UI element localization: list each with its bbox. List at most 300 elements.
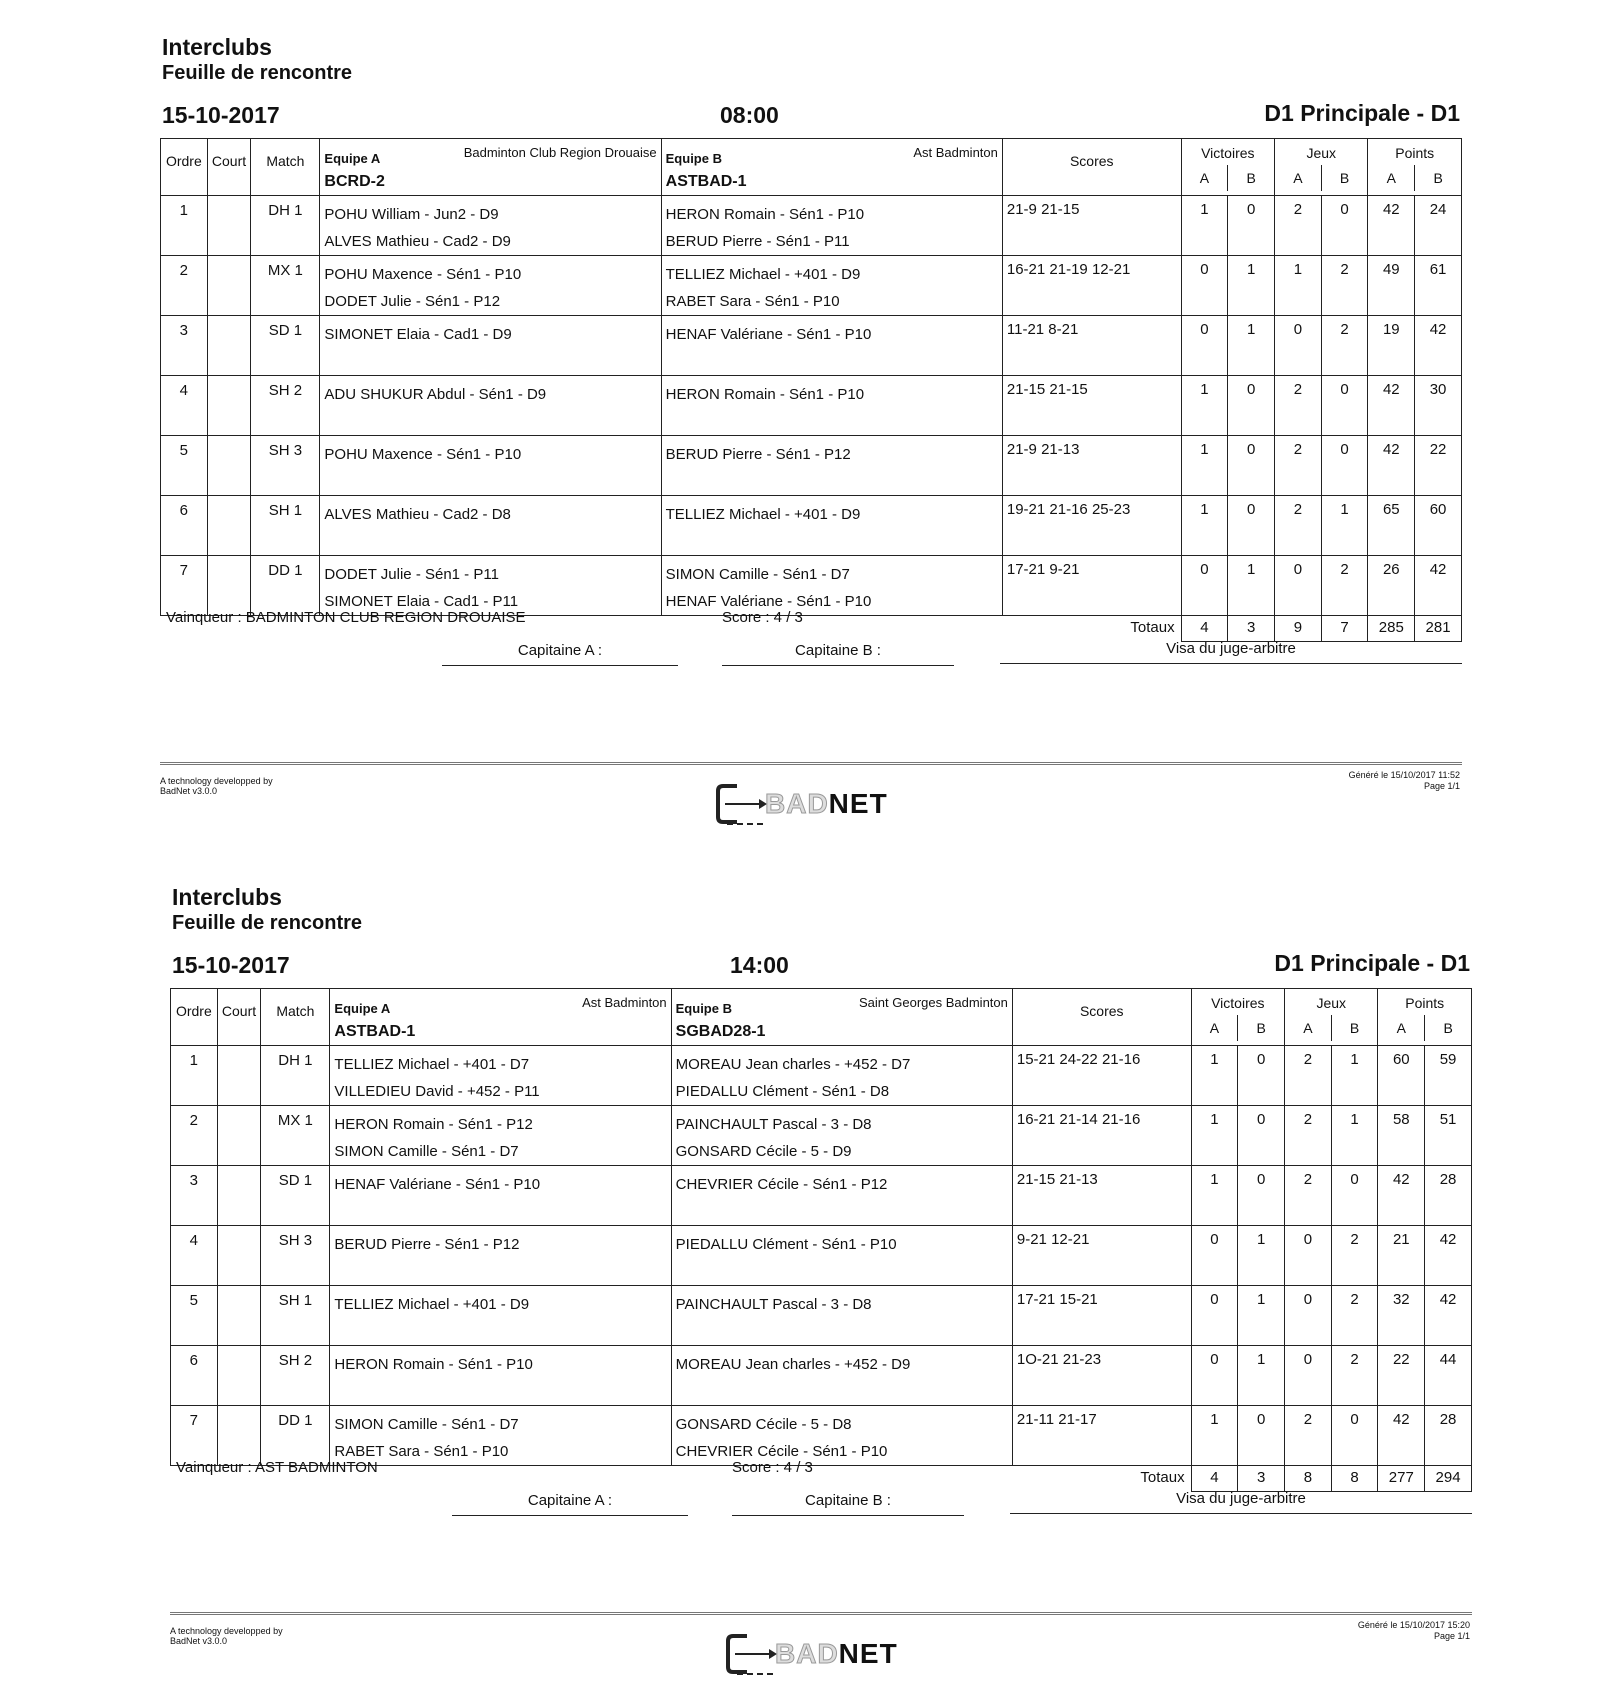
cell-points-b: 61 (1415, 256, 1462, 316)
cell-team-b-players (661, 556, 1002, 616)
cell-victoires-a: 0 (1191, 1286, 1238, 1346)
cell-points-b: 42 (1415, 556, 1462, 616)
cell-scores: 21-9 21-13 (1002, 436, 1181, 496)
cell-court (217, 1166, 261, 1226)
player-b1: PAINCHAULT Pascal - 3 - D8 (675, 1116, 872, 1133)
player-b1: PAINCHAULT Pascal - 3 - D8 (675, 1296, 872, 1313)
cell-court (217, 1346, 261, 1406)
player-a1: BERUD Pierre - Sén1 - P12 (334, 1236, 520, 1253)
cell-team-b-players (661, 196, 1002, 256)
team-a-code: BCRD-2 (324, 173, 385, 190)
header-scores: Scores (1002, 139, 1181, 196)
cell-team-a-players (330, 1286, 671, 1346)
score-text: Score : 4 / 3 (732, 1459, 813, 1476)
header-b: B (1443, 1020, 1453, 1036)
cell-match: SH 1 (261, 1286, 330, 1346)
cell-victoires-b: 0 (1238, 1166, 1285, 1226)
cell-victoires-a: 1 (1191, 1406, 1238, 1466)
team-b-code: SGBAD28-1 (675, 1023, 766, 1040)
player-a1: DODET Julie - Sén1 - P11 (324, 566, 499, 583)
cell-scores: 21-15 21-15 (1002, 376, 1181, 436)
cell-victoires-b: 0 (1228, 436, 1275, 496)
division-label: D1 Principale - D1 (1274, 950, 1470, 976)
cell-jeux-b: 0 (1321, 376, 1368, 436)
header-b: B (1246, 170, 1256, 186)
referee-visa: Visa du juge-arbitre (1010, 1490, 1472, 1514)
header-b: B (1339, 170, 1350, 186)
player-b2: HENAF Valériane - Sén1 - P10 (665, 593, 872, 610)
cell-match: SH 3 (251, 436, 320, 496)
cell-scores: 21-11 21-17 (1012, 1406, 1191, 1466)
header-team-b (661, 139, 1002, 196)
winner-text: Vainqueur : AST BADMINTON (176, 1459, 378, 1476)
table-row (161, 496, 1462, 556)
sheet-title: Interclubs (162, 34, 272, 60)
cell-ordre: 2 (171, 1106, 218, 1166)
footer-divider (160, 762, 1462, 765)
cell-team-b-players (661, 316, 1002, 376)
cell-jeux-b: 2 (1321, 256, 1368, 316)
table-row (161, 376, 1462, 436)
cell-court (217, 1106, 261, 1166)
match-sheet (170, 880, 1470, 1700)
shuttlecock-arrow-icon (715, 782, 767, 826)
generated-date: Généré le 15/10/2017 11:52 (1348, 770, 1460, 780)
winner-text: Vainqueur : BADMINTON CLUB REGION DROUAISE (166, 609, 526, 626)
cell-jeux-b: 1 (1331, 1106, 1378, 1166)
cell-points-b: 59 (1425, 1046, 1472, 1106)
cell-points-a: 26 (1368, 556, 1415, 616)
cell-jeux-a: 0 (1275, 316, 1322, 376)
header-ordre: Ordre (171, 989, 218, 1046)
cell-victoires-b: 1 (1238, 1226, 1285, 1286)
player-a1: ADU SHUKUR Abdul - Sén1 - D9 (324, 386, 547, 403)
cell-court (217, 1046, 261, 1106)
cell-ordre: 2 (161, 256, 208, 316)
logo-text (775, 1638, 898, 1670)
cell-match: SH 2 (261, 1346, 330, 1406)
header-team-a (320, 139, 661, 196)
cell-jeux-a: 2 (1285, 1406, 1332, 1466)
header-match: Match (251, 139, 320, 196)
badnet-logo (715, 782, 915, 826)
cell-jeux-b: 0 (1331, 1406, 1378, 1466)
cell-team-a-players (320, 556, 661, 616)
cell-points-b: 28 (1425, 1166, 1472, 1226)
tech-credit (160, 776, 273, 796)
cell-victoires-b: 1 (1238, 1346, 1285, 1406)
player-a1: ALVES Mathieu - Cad2 - D8 (324, 506, 511, 523)
logo-text-dark: NET (838, 1638, 898, 1669)
cell-match: DH 1 (261, 1046, 330, 1106)
player-b1: MOREAU Jean charles - +452 - D7 (675, 1056, 911, 1073)
header-jeux (1285, 989, 1378, 1046)
cell-jeux-a: 0 (1285, 1286, 1332, 1346)
cell-victoires-a: 1 (1191, 1106, 1238, 1166)
cell-jeux-b: 0 (1321, 196, 1368, 256)
cell-team-a-players (320, 496, 661, 556)
cell-victoires-a: 1 (1181, 496, 1228, 556)
cell-victoires-b: 0 (1238, 1106, 1285, 1166)
team-a-code: ASTBAD-1 (334, 1023, 416, 1040)
header-jeux-label: Jeux (1306, 145, 1337, 161)
cell-team-b-players (671, 1046, 1012, 1106)
cell-victoires-a: 0 (1181, 556, 1228, 616)
cell-victoires-b: 0 (1228, 196, 1275, 256)
match-date: 15-10-2017 (172, 952, 290, 978)
player-b1: TELLIEZ Michael - +401 - D9 (665, 506, 861, 523)
tech-credit (170, 1626, 283, 1646)
player-b2: RABET Sara - Sén1 - P10 (665, 293, 840, 310)
division-label: D1 Principale - D1 (1264, 100, 1460, 126)
player-b2: CHEVRIER Cécile - Sén1 - P10 (675, 1443, 888, 1460)
total-jeux-b: 8 (1331, 1466, 1378, 1492)
player-b1: CHEVRIER Cécile - Sén1 - P12 (675, 1176, 888, 1193)
team-b-club: Ast Badminton (913, 145, 998, 160)
player-a2: DODET Julie - Sén1 - P12 (324, 293, 501, 310)
cell-team-b-players (661, 256, 1002, 316)
cell-jeux-b: 1 (1331, 1046, 1378, 1106)
cell-victoires-a: 1 (1181, 196, 1228, 256)
cell-match: SH 2 (251, 376, 320, 436)
cell-victoires-b: 1 (1238, 1286, 1285, 1346)
cell-court (207, 496, 251, 556)
header-victoires-label: Victoires (1201, 145, 1255, 161)
match-sheet (160, 30, 1460, 850)
header-court: Court (207, 139, 251, 196)
header-points (1378, 989, 1472, 1046)
table-row (171, 1046, 1472, 1106)
results-table (170, 988, 1472, 1492)
cell-points-a: 58 (1378, 1106, 1425, 1166)
player-b1: BERUD Pierre - Sén1 - P12 (665, 446, 851, 463)
cell-points-b: 22 (1415, 436, 1462, 496)
table-header-row (171, 989, 1472, 1046)
cell-scores: 19-21 21-16 25-23 (1002, 496, 1181, 556)
cell-points-a: 49 (1368, 256, 1415, 316)
total-jeux-a: 8 (1285, 1466, 1332, 1492)
cell-team-b-players (671, 1406, 1012, 1466)
cell-team-b-players (671, 1286, 1012, 1346)
player-a1: HENAF Valériane - Sén1 - P10 (334, 1176, 541, 1193)
team-b-code: ASTBAD-1 (665, 173, 747, 190)
cell-jeux-a: 2 (1275, 376, 1322, 436)
cell-match: SH 3 (261, 1226, 330, 1286)
table-row (171, 1166, 1472, 1226)
total-jeux-a: 9 (1275, 616, 1322, 642)
header-scores: Scores (1012, 989, 1191, 1046)
logo-text-light: BAD (775, 1638, 839, 1669)
cell-ordre: 6 (171, 1346, 218, 1406)
player-a1: HERON Romain - Sén1 - P12 (334, 1116, 533, 1133)
cell-points-a: 32 (1378, 1286, 1425, 1346)
cell-ordre: 6 (161, 496, 208, 556)
player-a2: RABET Sara - Sén1 - P10 (334, 1443, 509, 1460)
page-number: Page 1/1 (1423, 781, 1460, 791)
captain-b-signature: Capitaine B : (722, 642, 954, 666)
cell-match: SD 1 (261, 1166, 330, 1226)
total-victoires-b: 3 (1228, 616, 1275, 642)
logo-text (765, 788, 888, 820)
captain-b-signature: Capitaine B : (732, 1492, 964, 1516)
cell-victoires-a: 0 (1191, 1226, 1238, 1286)
cell-team-a-players (330, 1106, 671, 1166)
player-a1: SIMONET Elaia - Cad1 - D9 (324, 326, 512, 343)
cell-match: MX 1 (261, 1106, 330, 1166)
cell-points-a: 42 (1378, 1406, 1425, 1466)
captain-a-signature: Capitaine A : (452, 1492, 688, 1516)
cell-jeux-a: 0 (1285, 1346, 1332, 1406)
table-row (161, 436, 1462, 496)
player-b1: GONSARD Cécile - 5 - D8 (675, 1416, 852, 1433)
cell-victoires-a: 1 (1181, 436, 1228, 496)
cell-match: SH 1 (251, 496, 320, 556)
logo-text-dark: NET (828, 788, 888, 819)
cell-victoires-a: 0 (1181, 316, 1228, 376)
header-a: A (1378, 1015, 1425, 1041)
referee-visa: Visa du juge-arbitre (1000, 640, 1462, 664)
cell-court (207, 196, 251, 256)
player-a1: POHU Maxence - Sén1 - P10 (324, 266, 522, 283)
cell-victoires-b: 0 (1238, 1046, 1285, 1106)
table-row (171, 1406, 1472, 1466)
table-row (161, 196, 1462, 256)
team-a-club: Badminton Club Region Drouaise (463, 145, 657, 160)
cell-victoires-a: 1 (1191, 1166, 1238, 1226)
table-row (171, 1226, 1472, 1286)
cell-jeux-b: 2 (1331, 1226, 1378, 1286)
cell-victoires-b: 1 (1228, 316, 1275, 376)
cell-points-b: 42 (1415, 316, 1462, 376)
cell-jeux-a: 0 (1275, 556, 1322, 616)
cell-victoires-b: 0 (1228, 376, 1275, 436)
match-time: 14:00 (730, 952, 789, 978)
player-b1: HERON Romain - Sén1 - P10 (665, 386, 865, 403)
player-a1: SIMON Camille - Sén1 - D7 (334, 1416, 519, 1433)
table-row (161, 256, 1462, 316)
header-court: Court (217, 989, 261, 1046)
cell-team-b-players (671, 1106, 1012, 1166)
table-header-row (161, 139, 1462, 196)
tech-credit-line2: BadNet v3.0.0 (170, 1636, 228, 1646)
page-number: Page 1/1 (1433, 1631, 1470, 1641)
cell-jeux-a: 2 (1275, 496, 1322, 556)
cell-court (207, 556, 251, 616)
header-ordre: Ordre (161, 139, 208, 196)
cell-ordre: 1 (171, 1046, 218, 1106)
cell-points-a: 42 (1368, 196, 1415, 256)
generated-date: Généré le 15/10/2017 15:20 (1357, 1620, 1470, 1630)
cell-jeux-b: 2 (1321, 556, 1368, 616)
header-a: A (1368, 165, 1415, 191)
player-a2: SIMON Camille - Sén1 - D7 (334, 1143, 519, 1160)
cell-team-a-players (330, 1166, 671, 1226)
cell-jeux-a: 0 (1285, 1226, 1332, 1286)
footer-divider (170, 1612, 1472, 1615)
cell-court (207, 376, 251, 436)
cell-jeux-a: 2 (1285, 1106, 1332, 1166)
cell-points-b: 30 (1415, 376, 1462, 436)
score-text: Score : 4 / 3 (722, 609, 803, 626)
cell-scores: 17-21 9-21 (1002, 556, 1181, 616)
total-jeux-b: 7 (1321, 616, 1368, 642)
cell-jeux-a: 2 (1275, 436, 1322, 496)
cell-court (217, 1226, 261, 1286)
cell-team-b-players (671, 1226, 1012, 1286)
table-row (161, 556, 1462, 616)
cell-court (217, 1406, 261, 1466)
total-victoires-a: 4 (1181, 616, 1228, 642)
logo-text-light: BAD (765, 788, 829, 819)
cell-jeux-b: 1 (1321, 496, 1368, 556)
cell-team-a-players (320, 196, 661, 256)
cell-victoires-a: 0 (1191, 1346, 1238, 1406)
cell-court (207, 436, 251, 496)
player-b1: TELLIEZ Michael - +401 - D9 (665, 266, 861, 283)
header-jeux (1275, 139, 1368, 196)
cell-team-b-players (671, 1346, 1012, 1406)
header-a: A (1192, 1015, 1239, 1041)
table-row (161, 316, 1462, 376)
tech-credit-line1: A technology developped by (160, 776, 273, 786)
cell-points-a: 65 (1368, 496, 1415, 556)
player-a1: HERON Romain - Sén1 - P10 (334, 1356, 533, 1373)
cell-scores: 9-21 12-21 (1012, 1226, 1191, 1286)
cell-jeux-b: 2 (1331, 1286, 1378, 1346)
cell-scores: 21-9 21-15 (1002, 196, 1181, 256)
cell-victoires-b: 0 (1228, 496, 1275, 556)
cell-team-a-players (320, 256, 661, 316)
sheet-subtitle: Feuille de rencontre (172, 912, 363, 934)
total-points-b: 294 (1425, 1466, 1472, 1492)
cell-points-b: 60 (1415, 496, 1462, 556)
team-b-label: Equipe B (665, 151, 722, 166)
cell-team-a-players (330, 1046, 671, 1106)
cell-scores: 11-21 8-21 (1002, 316, 1181, 376)
player-a2: VILLEDIEU David - +452 - P11 (334, 1083, 540, 1100)
team-a-label: Equipe A (334, 1001, 391, 1016)
header-team-a (330, 989, 671, 1046)
cell-jeux-b: 0 (1331, 1166, 1378, 1226)
player-b1: MOREAU Jean charles - +452 - D9 (675, 1356, 911, 1373)
cell-victoires-b: 0 (1238, 1406, 1285, 1466)
header-b: B (1256, 1020, 1266, 1036)
table-row (171, 1286, 1472, 1346)
header-jeux-label: Jeux (1316, 995, 1347, 1011)
cell-team-b-players (671, 1166, 1012, 1226)
player-b1: SIMON Camille - Sén1 - D7 (665, 566, 850, 583)
cell-points-b: 42 (1425, 1286, 1472, 1346)
cell-points-a: 22 (1378, 1346, 1425, 1406)
cell-points-b: 28 (1425, 1406, 1472, 1466)
tech-credit-line1: A technology developped by (170, 1626, 283, 1636)
cell-points-b: 42 (1425, 1226, 1472, 1286)
cell-jeux-a: 2 (1275, 196, 1322, 256)
cell-victoires-a: 1 (1181, 376, 1228, 436)
cell-ordre: 7 (171, 1406, 218, 1466)
cell-scores: 1O-21 21-23 (1012, 1346, 1191, 1406)
cell-team-a-players (320, 316, 661, 376)
totals-label: Totaux (1140, 1469, 1185, 1486)
cell-match: DD 1 (251, 556, 320, 616)
cell-victoires-b: 1 (1228, 256, 1275, 316)
cell-team-a-players (320, 436, 661, 496)
player-b1: PIEDALLU Clément - Sén1 - P10 (675, 1236, 897, 1253)
cell-team-a-players (330, 1346, 671, 1406)
header-victoires (1181, 139, 1274, 196)
cell-jeux-b: 0 (1321, 436, 1368, 496)
cell-ordre: 3 (161, 316, 208, 376)
cell-court (207, 256, 251, 316)
player-a2: ALVES Mathieu - Cad2 - D9 (324, 233, 511, 250)
cell-points-a: 42 (1368, 436, 1415, 496)
cell-points-b: 24 (1415, 196, 1462, 256)
cell-victoires-a: 0 (1181, 256, 1228, 316)
cell-points-a: 42 (1368, 376, 1415, 436)
total-points-a: 285 (1368, 616, 1415, 642)
results-table (160, 138, 1462, 642)
header-points-label: Points (1395, 145, 1435, 161)
match-time: 08:00 (720, 102, 779, 128)
team-a-label: Equipe A (324, 151, 381, 166)
total-victoires-b: 3 (1238, 1466, 1285, 1492)
team-a-club: Ast Badminton (582, 995, 667, 1010)
header-b: B (1433, 170, 1443, 186)
captain-a-signature: Capitaine A : (442, 642, 678, 666)
cell-jeux-b: 2 (1321, 316, 1368, 376)
cell-victoires-b: 1 (1228, 556, 1275, 616)
cell-match: DH 1 (251, 196, 320, 256)
sheet-title: Interclubs (172, 884, 282, 910)
cell-ordre: 7 (161, 556, 208, 616)
generated-info (1358, 1620, 1470, 1642)
player-b2: BERUD Pierre - Sén1 - P11 (665, 233, 850, 250)
cell-jeux-a: 1 (1275, 256, 1322, 316)
table-row (171, 1346, 1472, 1406)
cell-team-b-players (661, 496, 1002, 556)
player-b2: GONSARD Cécile - 5 - D9 (675, 1143, 852, 1160)
cell-team-b-players (661, 376, 1002, 436)
totals-label: Totaux (1130, 619, 1175, 636)
team-b-club: Saint Georges Badminton (859, 995, 1008, 1010)
header-a: A (1285, 1015, 1332, 1041)
cell-victoires-a: 1 (1191, 1046, 1238, 1106)
header-a: A (1182, 165, 1229, 191)
sheet-subtitle: Feuille de rencontre (162, 62, 353, 84)
player-b2: PIEDALLU Clément - Sén1 - D8 (675, 1083, 890, 1100)
cell-scores: 21-15 21-13 (1012, 1166, 1191, 1226)
badnet-logo (725, 1632, 925, 1676)
cell-team-a-players (330, 1406, 671, 1466)
player-a1: POHU William - Jun2 - D9 (324, 206, 499, 223)
cell-points-a: 21 (1378, 1226, 1425, 1286)
cell-ordre: 4 (161, 376, 208, 436)
cell-jeux-b: 2 (1331, 1346, 1378, 1406)
cell-court (217, 1286, 261, 1346)
cell-match: MX 1 (251, 256, 320, 316)
tech-credit-line2: BadNet v3.0.0 (160, 786, 218, 796)
header-victoires-label: Victoires (1211, 995, 1265, 1011)
table-row (171, 1106, 1472, 1166)
cell-ordre: 4 (171, 1226, 218, 1286)
cell-scores: 16-21 21-14 21-16 (1012, 1106, 1191, 1166)
cell-scores: 17-21 15-21 (1012, 1286, 1191, 1346)
player-b1: HENAF Valériane - Sén1 - P10 (665, 326, 872, 343)
header-points (1368, 139, 1462, 196)
cell-ordre: 3 (171, 1166, 218, 1226)
player-a2: SIMONET Elaia - Cad1 - P11 (324, 593, 519, 610)
total-points-a: 277 (1378, 1466, 1425, 1492)
